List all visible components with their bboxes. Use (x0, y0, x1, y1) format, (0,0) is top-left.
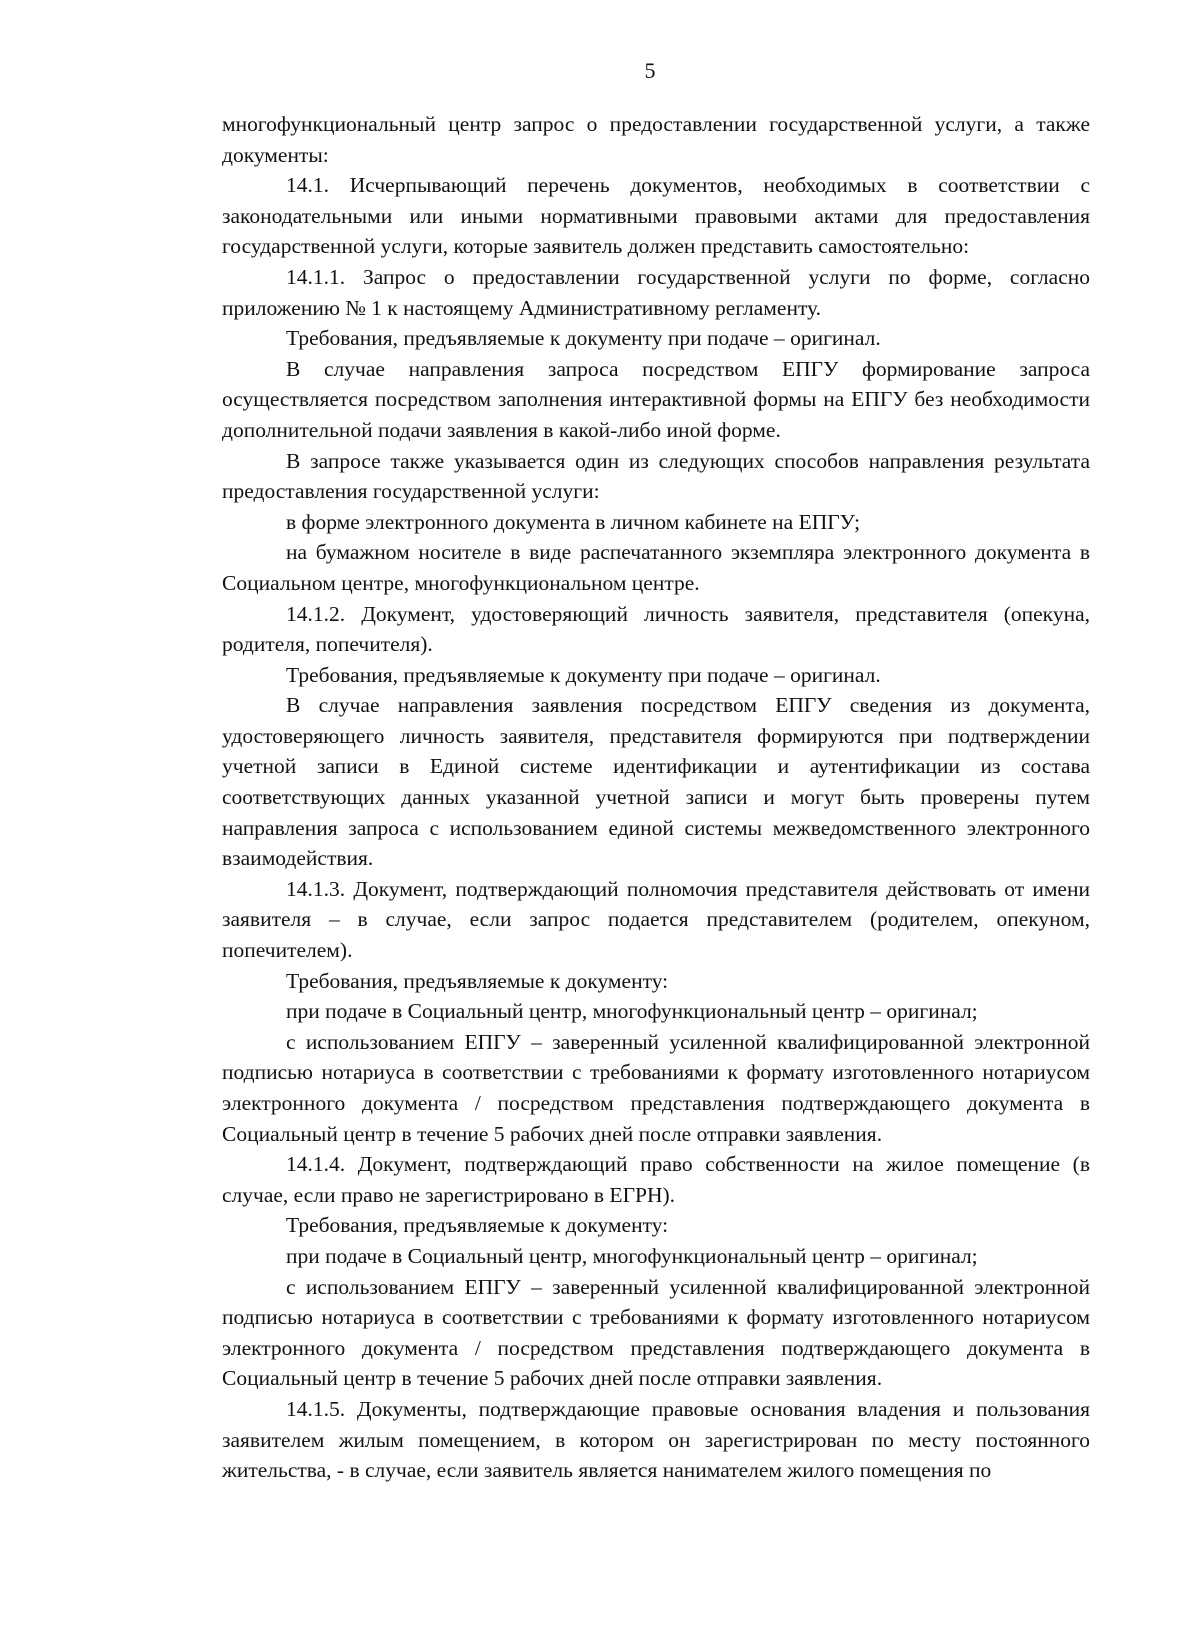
paragraph: многофункциональный центр запрос о предоставлении государственной услуги, а также документы: (222, 112, 1090, 167)
paragraph: Требования, предъявляемые к документу при подаче – оригинал. (286, 662, 881, 687)
paragraph: В случае направления запроса посредством ЕПГУ формирование запроса осуществляется посредством заполнения интерактивной формы на ЕПГУ без необходимости дополнительной подачи заявления в какой-либо иной форме. (222, 356, 1090, 442)
paragraph: 14.1.3. Документ, подтверждающий полномочия представителя действовать от имени заявителя – в случае, если запрос подается представителем (родителем, опекуном, попечителем). (222, 876, 1090, 963)
paragraph: В запросе также указывается один из следующих способов направления результата предоставления государственной услуги: (222, 448, 1090, 504)
paragraph: с использованием ЕПГУ – заверенный усиленной квалифицированной электронной подписью нотариуса в соответствии с требованиями к формату изготовленного нотариусом электронного документа / посредством представления подтверждающего документа в Социальный центр в течение 5 рабочих дней после отправки заявления. (222, 1029, 1090, 1146)
paragraph: 14.1.5. Документы, подтверждающие правовые основания владения и пользования заявителем жилым помещением, в котором он зарегистрирован по месту постоянного жительства, - в случае, если заявитель является нанимателем жилого помещения по (222, 1396, 1090, 1483)
paragraph: В случае направления заявления посредством ЕПГУ сведения из документа, удостоверяющего личность заявителя, представителя формируются при подтверждении учетной записи в Единой системе идентификации и аутентификации из состава соответствующих данных указанной учетной записи и могут быть проверены путем направления запроса с использованием единой системы межведомственного электронного взаимодействия. (222, 693, 1090, 871)
paragraph: с использованием ЕПГУ – заверенный усиленной квалифицированной электронной подписью нотариуса в соответствии с требованиями к формату изготовленного нотариусом электронного документа / посредством представления подтверждающего документа в Социальный центр в течение 5 рабочих дней после отправки заявления. (222, 1274, 1090, 1391)
paragraph: Требования, предъявляемые к документу: (286, 1213, 669, 1238)
paragraph: 14.1. Исчерпывающий перечень документов, необходимых в соответствии с законодательными или иными нормативными правовыми актами для предоставления государственной услуги, которые заявитель должен представить самостоятельно: (222, 173, 1090, 259)
document-body (222, 109, 1090, 1486)
paragraph: при подаче в Социальный центр, многофункциональный центр – оригинал; (286, 1243, 978, 1268)
paragraph: в форме электронного документа в личном кабинете на ЕПГУ; (286, 509, 861, 534)
paragraph: 14.1.4. Документ, подтверждающий право собственности на жилое помещение (в случае, если право не зарегистрировано в ЕГРН). (222, 1152, 1090, 1207)
paragraph: Требования, предъявляемые к документу при подаче – оригинал. (286, 326, 881, 351)
page-number: 5 (644, 58, 656, 83)
paragraph: 14.1.2. Документ, удостоверяющий личность заявителя, представителя (опекуна, родителя, попечителя). (222, 601, 1090, 657)
paragraph: на бумажном носителе в виде распечатанного экземпляра электронного документа в Социальном центре, многофункциональном центре. (222, 540, 1090, 595)
paragraph: 14.1.1. Запрос о предоставлении государственной услуги по форме, согласно приложению № 1 к настоящему Административному регламенту. (222, 264, 1090, 320)
paragraph: Требования, предъявляемые к документу: (286, 968, 669, 993)
paragraph: при подаче в Социальный центр, многофункциональный центр – оригинал; (286, 999, 978, 1024)
